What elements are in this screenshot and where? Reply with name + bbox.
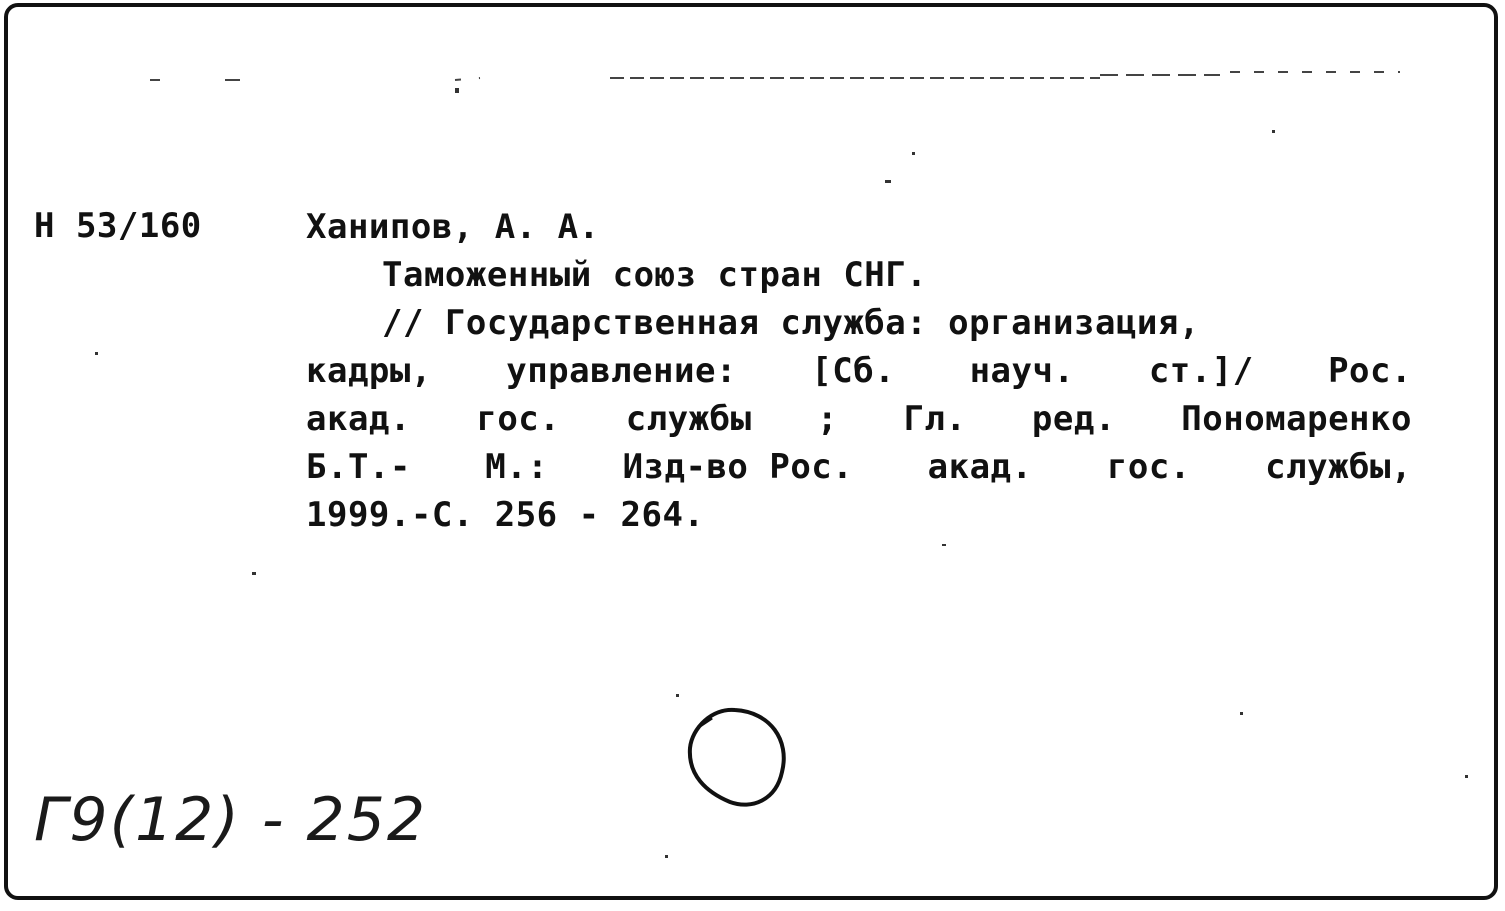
- call-number: Н 53/160: [34, 206, 202, 246]
- author-line: Ханипов, А. А.: [306, 207, 600, 247]
- source-word: ст.]/: [1148, 351, 1254, 391]
- bibliographic-entry: [306, 203, 1412, 539]
- source-word: [Сб.: [811, 351, 896, 391]
- source-word: службы,: [1265, 447, 1412, 487]
- source-line-4: [306, 443, 1412, 491]
- source-line-1: // Государственная служба: организация,: [382, 303, 1200, 343]
- source-line-5: 1999.-С. 256 - 264.: [306, 495, 705, 535]
- source-word: Изд-во Рос.: [622, 447, 854, 487]
- source-word: акад.: [306, 399, 411, 439]
- source-word: науч.: [969, 351, 1075, 391]
- source-word: Пономаренко: [1181, 399, 1412, 439]
- source-word: кадры,: [306, 351, 432, 391]
- source-word: гос.: [476, 399, 561, 439]
- source-word: Б.Т.-: [306, 447, 411, 487]
- source-word: ред.: [1031, 399, 1116, 439]
- source-word: управление:: [506, 351, 737, 391]
- source-word: Рос.: [1328, 351, 1412, 391]
- source-word: службы: [625, 399, 752, 439]
- source-word: акад.: [927, 447, 1033, 487]
- title-line: Таможенный союз стран СНГ.: [382, 255, 928, 295]
- source-word: ;: [817, 399, 839, 439]
- source-line-2: [306, 347, 1412, 395]
- source-word: гос.: [1106, 447, 1191, 487]
- source-word: М.:: [485, 447, 549, 487]
- handwritten-classification-code: Г9(12) - 252: [34, 785, 428, 855]
- source-word: Гл.: [903, 399, 967, 439]
- source-line-3: [306, 395, 1412, 443]
